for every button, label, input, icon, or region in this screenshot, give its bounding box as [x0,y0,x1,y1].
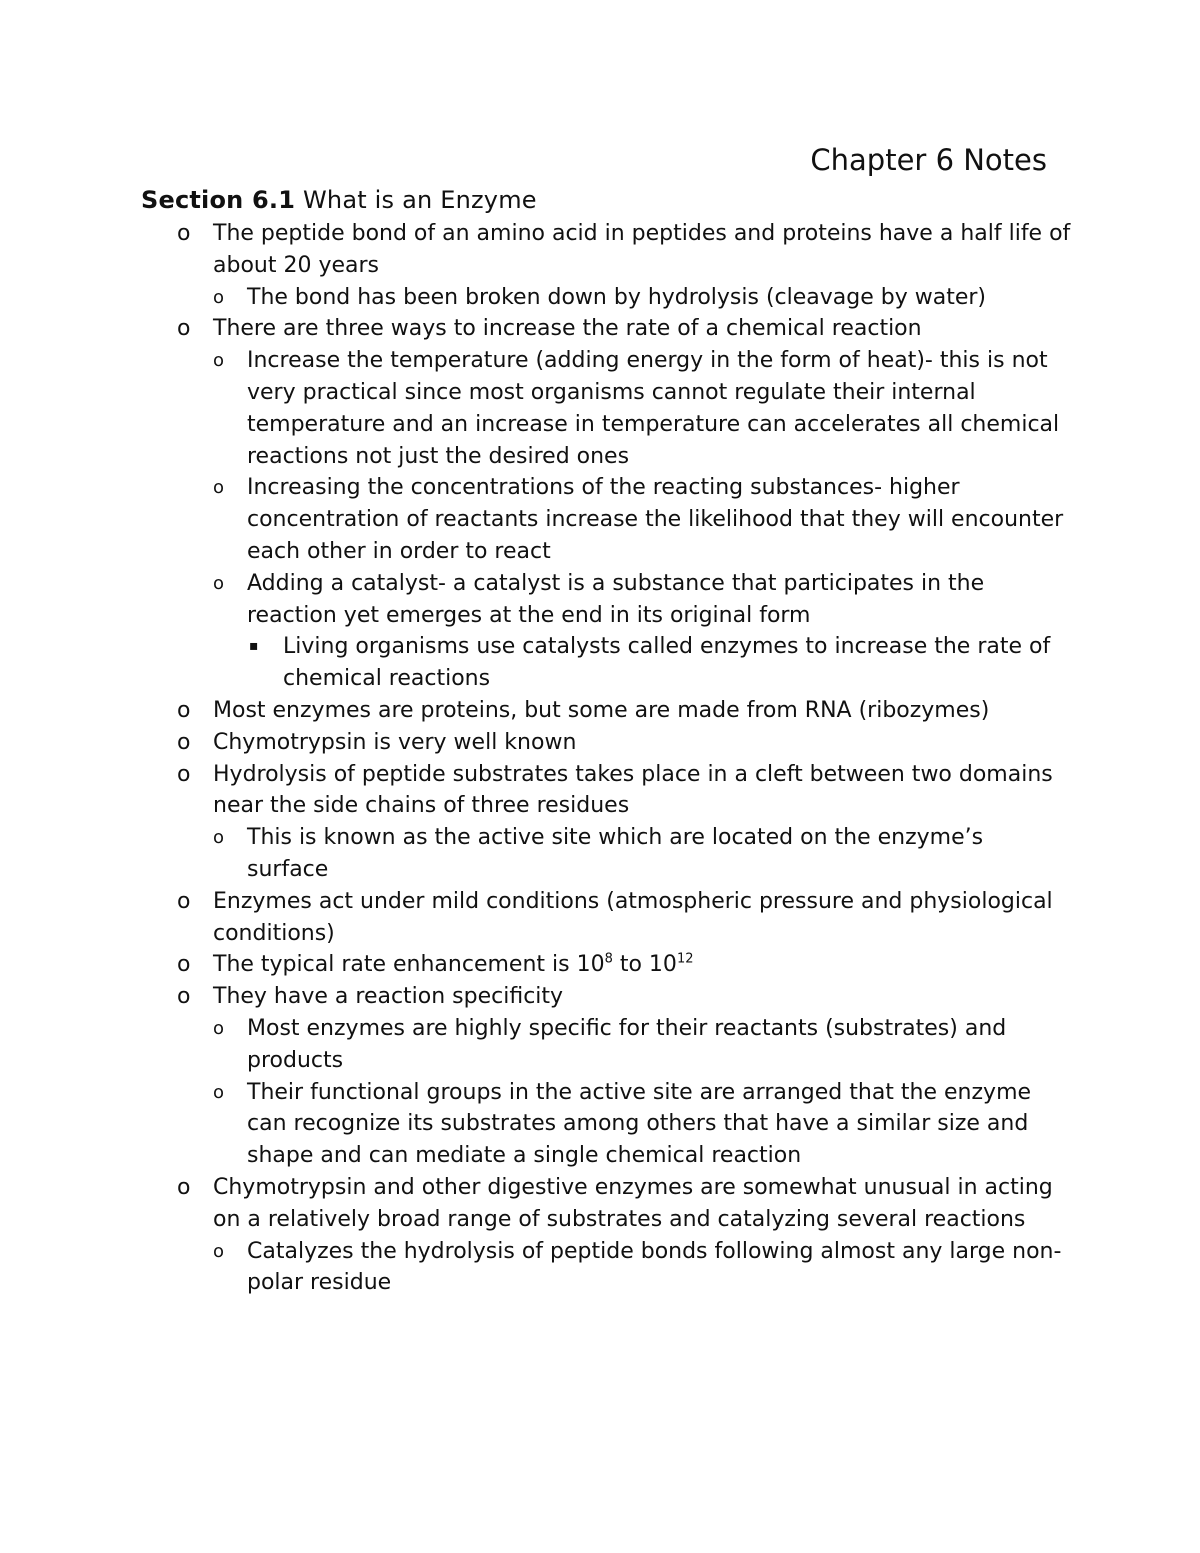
item-text: Most enzymes are highly specific for their reactants (substrates) and products [247,1015,1007,1073]
rate-prefix: The typical rate enhancement is 10 [213,952,605,978]
chapter-title: Chapter 6 Notes [810,143,1047,177]
square-bullet-icon: ▪ [249,638,259,655]
item-text: Hydrolysis of peptide substrates takes place in a cleft between two domains near the side chains of three residues [213,761,1053,819]
item-text: Catalyzes the hydrolysis of peptide bonds following almost any large non-polar residue [247,1238,1062,1296]
list-item [141,282,1071,314]
circle-bullet-icon: o [213,286,225,308]
circle-bullet-icon: o [177,729,191,755]
rate-middle: to 10 [612,952,677,978]
circle-bullet-icon: o [213,1240,225,1262]
exponent: 8 [604,952,613,967]
circle-bullet-icon: o [213,827,225,849]
item-text: The bond has been broken down by hydrolysis (cleavage by water) [247,284,986,310]
list-item [141,727,1071,759]
list-item [141,759,1071,823]
item-text: Enzymes act under mild conditions (atmospheric pressure and physiological conditions) [213,888,1053,946]
item-text: They have a reaction specificity [213,984,564,1010]
list-item [141,1077,1071,1172]
section-heading [141,183,537,217]
item-text: The peptide bond of an amino acid in peptides and proteins have a half life of about 20 years [213,221,1071,278]
item-text: Chymotrypsin and other digestive enzymes are somewhat unusual in acting on a relatively broad range of substrates and catalyzing several reactions [213,1174,1053,1232]
list-item [141,472,1071,567]
list-item [141,218,1071,282]
item-text: Most enzymes are proteins, but some are made from RNA (ribozymes) [213,697,990,723]
item-text: Living organisms use catalysts called enzymes to increase the rate of chemical reactions [283,634,1051,692]
circle-bullet-icon: o [213,350,225,372]
list-item [141,981,1071,1013]
list-item [141,1013,1071,1077]
circle-bullet-icon: o [213,572,225,594]
circle-bullet-icon: o [177,316,191,342]
list-item [141,568,1071,632]
list-item [141,313,1071,345]
circle-bullet-icon: o [177,952,191,978]
circle-bullet-icon: o [213,1081,225,1103]
section-number: Section 6.1 [141,186,296,214]
circle-bullet-icon: o [177,1174,191,1200]
circle-bullet-icon: o [213,1017,225,1039]
item-text: Increase the temperature (adding energy in the form of heat)- this is not very practical since most organisms cannot regulate their internal temperature and an increase in temperature can accelerates all chemical reactions not just the desired ones [247,348,1060,469]
list-item [141,822,1071,886]
section-title: What is an Enzyme [302,186,537,214]
circle-bullet-icon: o [177,984,191,1010]
list-item [141,1172,1071,1236]
circle-bullet-icon: o [177,221,191,246]
list-item [141,631,1071,695]
item-text: Their functional groups in the active site are arranged that the enzyme can recognize its substrates among others that have a similar size and shape and can mediate a single chemical reaction [247,1079,1032,1169]
item-text: There are three ways to increase the rate of a chemical reaction [213,316,922,342]
list-item [141,949,1071,981]
list-item [141,1236,1071,1300]
notes-list [141,218,1071,1299]
circle-bullet-icon: o [177,761,191,787]
circle-bullet-icon: o [213,477,225,499]
item-text: Adding a catalyst- a catalyst is a substance that participates in the reaction yet emerges at the end in its original form [247,570,985,628]
list-item [141,886,1071,950]
exponent: 12 [676,952,694,967]
item-text: This is known as the active site which are located on the enzyme’s surface [247,825,984,882]
circle-bullet-icon: o [177,888,191,914]
item-text: Increasing the concentrations of the reacting substances- higher concentration of reactants increase the likelihood that they will encounter each other in order to react [247,475,1064,564]
item-text [213,952,693,977]
circle-bullet-icon: o [177,697,191,723]
list-item [141,695,1071,727]
item-text: Chymotrypsin is very well known [213,729,577,755]
list-item [141,345,1071,472]
